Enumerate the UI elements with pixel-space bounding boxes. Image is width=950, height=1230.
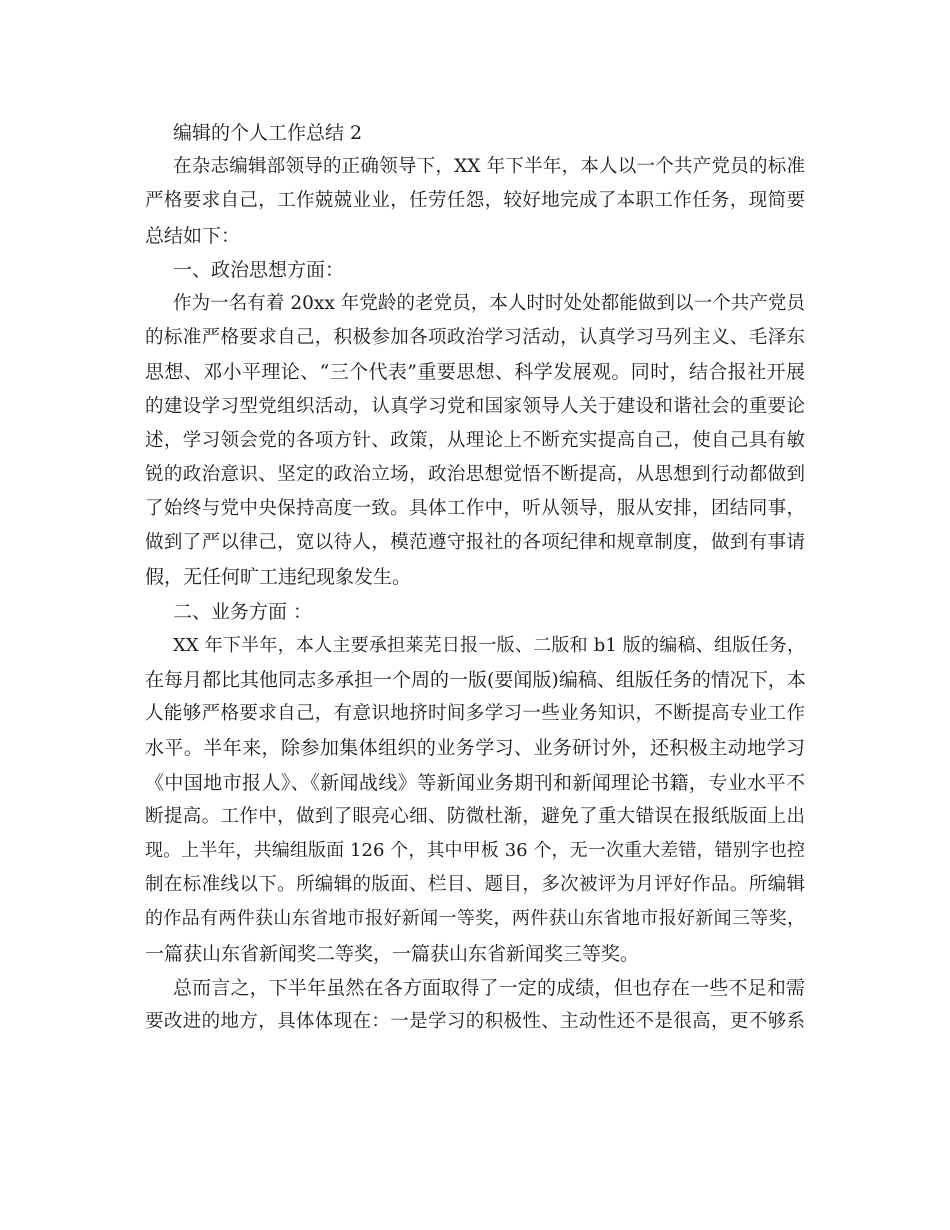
paragraph-line: 总结如下：: [145, 224, 241, 247]
paragraph-line: 断提高。工作中，做到了眼亮心细、防微杜渐，避免了重大错误在报纸版面上出: [145, 805, 805, 827]
paragraph-line: 了始终与党中央保持高度一致。具体工作中，听从领导，服从安排，团结同事，: [145, 498, 805, 520]
paragraph-line: 在杂志编辑部领导的正确领导下，XX 年下半年，本人以一个共产党员的标准: [173, 156, 805, 178]
paragraph-line: 现。上半年，共编组版面 126 个，其中甲板 36 个，无一次重大差错，错别字也控: [145, 839, 805, 861]
document-body: [145, 116, 805, 1039]
document-title: 编辑的个人工作总结 2: [173, 122, 363, 144]
paragraph-line: 锐的政治意识、坚定的政治立场，政治思想觉悟不断提高，从思想到行动都做到: [145, 463, 805, 485]
section-heading: 一、政治思想方面：: [173, 258, 345, 281]
paragraph-line: 做到了严以律己，宽以待人，模范遵守报社的各项纪律和规章制度，做到有事请: [145, 532, 805, 554]
paragraph-line: 的作品有两件获山东省地市报好新闻一等奖，两件获山东省地市报好新闻三等奖，: [145, 908, 805, 930]
paragraph-line: 假，无任何旷工违纪现象发生。: [145, 566, 412, 589]
paragraph-line: 人能够严格要求自己，有意识地挤时间多学习一些业务知识，不断提高专业工作: [145, 703, 805, 725]
paragraph-line: 总而言之，下半年虽然在各方面取得了一定的成绩，但也存在一些不足和需: [173, 976, 805, 999]
paragraph-line: 的标准严格要求自己，积极参加各项政治学习活动，认真学习马列主义、毛泽东: [145, 327, 805, 349]
paragraph-line: 严格要求自己，工作兢兢业业，任劳任怨，较好地完成了本职工作任务，现简要: [145, 190, 805, 212]
paragraph-line: 在每月都比其他同志多承担一个周的一版(要闻版)编稿、组版任务的情况下，本: [145, 669, 806, 691]
paragraph-line: 思想、邓小平理论、“三个代表”重要思想、科学发展观。同时，结合报社开展: [145, 361, 805, 384]
paragraph-line: 水平。半年来，除参加集体组织的业务学习、业务研讨外，还积极主动地学习: [145, 737, 805, 760]
paragraph-line: XX 年下半年，本人主要承担莱芜日报一版、二版和 b1 版的编稿、组版任务，: [173, 634, 805, 656]
paragraph-line: 要改进的地方，具体体现在：一是学习的积极性、主动性还不是很高，更不够系: [145, 1010, 805, 1032]
paragraph-line: 《中国地市报人》、《新闻战线》等新闻业务期刊和新闻理论书籍，专业水平不: [145, 771, 805, 794]
paragraph-line: 作为一名有着 20xx 年党龄的老党员，本人时时处处都能做到以一个共产党员: [173, 292, 805, 314]
paragraph-line: 述，学习领会党的各项方针、政策，从理论上不断充实提高自己，使自己具有敏: [145, 429, 805, 451]
paragraph-line: 制在标准线以下。所编辑的版面、栏目、题目，多次被评为月评好作品。所编辑: [145, 874, 805, 896]
paragraph-line: 一篇获山东省新闻奖二等奖，一篇获山东省新闻奖三等奖。: [145, 942, 640, 965]
section-heading: 二、业务方面 ：: [173, 600, 313, 623]
paragraph-line: 的建设学习型党组织活动，认真学习党和国家领导人关于建设和谐社会的重要论: [145, 395, 805, 417]
